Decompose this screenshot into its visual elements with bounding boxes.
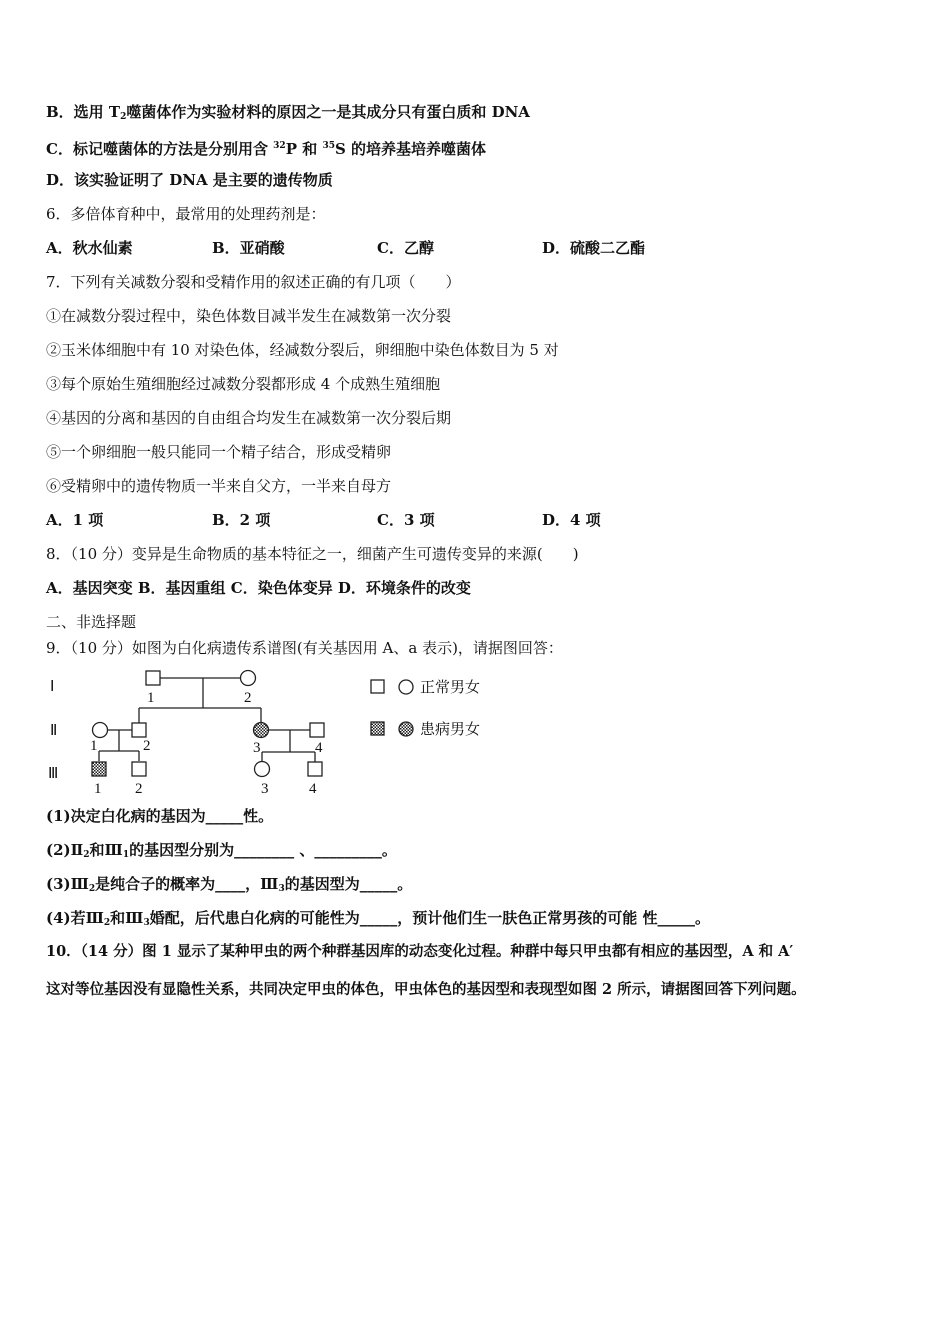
pedigree-I1-male-normal [146,671,160,685]
legend-affected-female-icon [399,722,413,736]
pedigree-II2-male-normal [132,723,146,737]
legend-affected-label: 患病男女 [420,722,481,738]
q9-stem: 9．（10 分）如图为白化病遗传系谱图(有关基因用 A、a 表示)，请据图回答： [46,639,563,657]
label-III1: 1 [94,781,102,797]
legend-normal-male-icon [371,680,384,693]
q7-stem: 7．下列有关减数分裂和受精作用的叙述正确的有几项（ ） [46,273,461,291]
label-III4: 4 [309,781,317,797]
q7-statement: ⑤一个卵细胞一般只能同一个精子结合，形成受精卵 [46,443,392,461]
q7-option-b: B．2 项 [212,511,271,529]
q6-option-b: B．亚硝酸 [212,239,285,257]
legend-normal-female-icon [399,680,413,694]
q7-option-c: C．3 项 [377,511,435,529]
legend-normal-label: 正常男女 [420,680,481,696]
legend-affected-male-icon [371,722,384,735]
label-I1: 1 [147,690,155,706]
generation-label-3: Ⅲ [48,766,59,782]
q9-sub3: $(3)Ⅲ_2$是纯合子的概率为____，$Ⅲ_3$的基因型为_____。 [46,875,413,894]
label-III2: 2 [135,781,143,797]
q5-option-d: D．该实验证明了 DNA 是主要的遗传物质 [46,171,333,189]
pedigree-II1-female-normal [93,723,108,738]
q7-option-d: D．4 项 [542,511,601,529]
pedigree-III3-female-normal [255,762,270,777]
q7-option-a: A．1 项 [46,511,104,529]
q8-stem: 8．（10 分）变异是生命物质的基本特征之一，细菌产生可遗传变异的来源( ) [46,545,579,563]
pedigree-II4-male-normal [310,723,324,737]
q6-option-a: A．秋水仙素 [46,239,133,257]
label-I2: 2 [244,690,252,706]
q7-statement: ①在减数分裂过程中，染色体数目减半发生在减数第一次分裂 [46,307,452,325]
q10-line2: 这对等位基因没有显隐性关系，共同决定甲虫的体色，甲虫体色的基因型和表现型如图 2 所示，请据图回答下列问题。 [46,981,806,998]
q7-statement: ⑥受精卵中的遗传物质一半来自父方，一半来自母方 [46,477,392,495]
section-heading: 二、非选择题 [46,613,137,631]
label-II1: 1 [90,738,98,754]
q7-statement: ②玉米体细胞中有 10 对染色体，经减数分裂后，卵细胞中染色体数目为 5 对 [46,341,559,359]
pedigree-diagram [40,668,500,800]
q9-sub2: $(2)Ⅱ_2$和$Ⅲ_1$的基因型分别为________ 、_________。 [46,841,397,860]
q6-option-c: C．乙醇 [377,239,434,257]
label-III3: 3 [261,781,269,797]
q6-option-d: D．硫酸二乙酯 [542,239,646,257]
q7-statement: ③每个原始生殖细胞经过减数分裂都形成 4 个成熟生殖细胞 [46,375,441,393]
q10-line1: 10．（14 分）图 1 显示了某种甲虫的两个种群基因库的动态变化过程。种群中每只甲虫都有相应的基因型，A 和 A′ [46,943,794,960]
pedigree-I2-female-normal [241,671,256,686]
q7-statement: ④基因的分离和基因的自由组合均发生在减数第一次分裂后期 [46,409,452,427]
q9-sub1: (1)决定白化病的基因为_____性。 [46,807,274,825]
pedigree-II3-female-affected [254,723,269,738]
label-II3: 3 [253,740,261,756]
generation-label-2: Ⅱ [50,723,58,739]
label-II4: 4 [315,740,323,756]
q9-sub4: (4)若$Ⅲ_2$和$Ⅲ_3$婚配，后代患白化病的可能性为_____，预计他们生一肤色正常男孩的可能 性_____。 [46,909,710,928]
q8-options: A．基因突变 B．基因重组 C．染色体变异 D．环境条件的改变 [46,579,471,597]
q5-option-b: B．选用 $T_2$噬菌体作为实验材料的原因之一是其成分只有蛋白质和 DNA [46,103,530,122]
pedigree-III2-male-normal [132,762,146,776]
generation-label-1: Ⅰ [50,679,55,695]
label-II2: 2 [143,738,151,754]
pedigree-III4-male-normal [308,762,322,776]
q6-stem: 6．多倍体育种中，最常用的处理药剂是： [46,205,326,223]
pedigree-III1-male-affected [92,762,106,776]
q5-option-c: C．标记噬菌体的方法是分别用含 $^{32}$P 和 $^{35}$S 的培养基培养噬菌体 [46,140,487,158]
